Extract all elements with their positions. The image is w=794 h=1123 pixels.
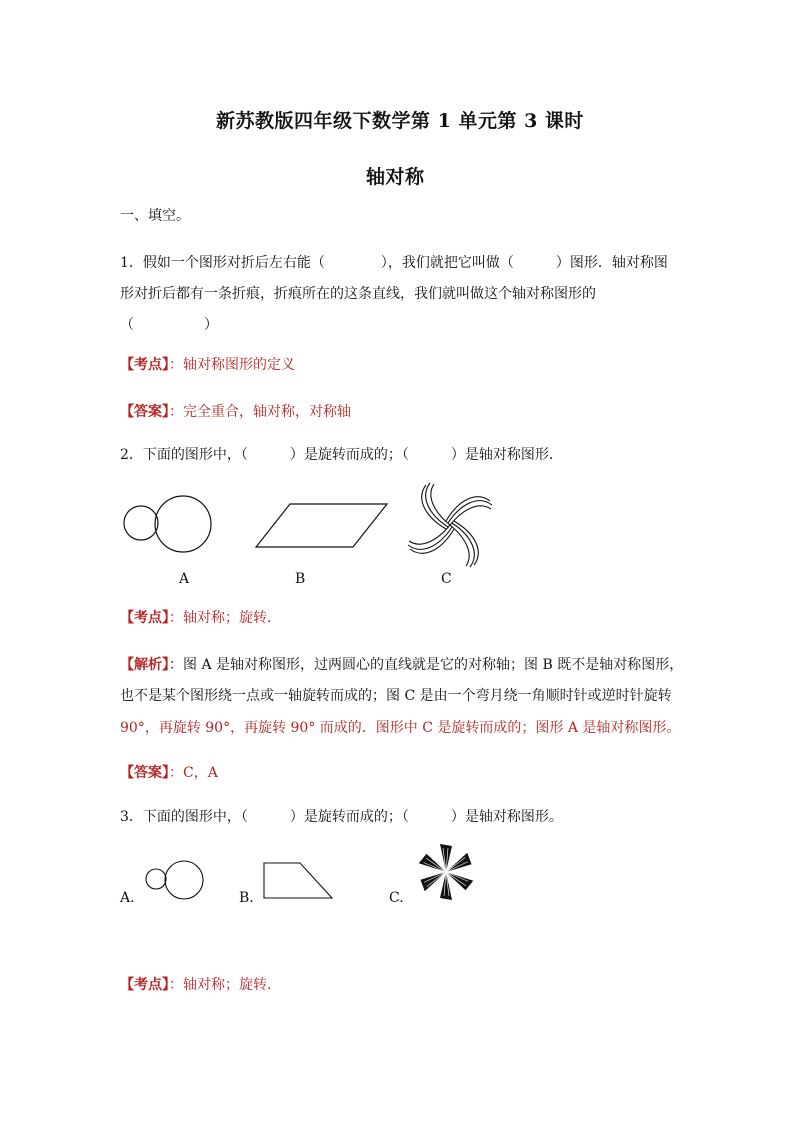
q2-label-c: C: [441, 571, 452, 587]
kaodian-tag: 【考点】: [120, 357, 169, 373]
q2-jiexi-line-3: 90°，再旋转 90°，再旋转 90° 而成的．图形中 C 是旋转而成的；图形 A 是轴对称图形。: [120, 720, 681, 736]
kaodian-tag: 【考点】: [120, 977, 169, 993]
q2-kaodian: [120, 610, 281, 626]
q3-line-1: 3．下面的图形中，（ ）是旋转而成的；（ ）是轴对称图形。: [120, 809, 563, 825]
q3-figure-a-two-circles: [143, 858, 207, 902]
q2-figure-c-rotated-crescents: [404, 482, 496, 568]
answer-tag: 【答案】: [120, 765, 169, 781]
q2-jiexi-line-1: [120, 657, 683, 673]
kaodian-text: ：轴对称；旋转．: [169, 977, 281, 993]
q3-figure-b-trapezoid: [260, 860, 336, 902]
q2-figure-a-two-circles: [118, 492, 218, 562]
q1-line-1: 1．假如一个图形对折后左右能（ ），我们就把它叫做（ ）图形．轴对称图: [120, 255, 668, 271]
jiexi-text-1: ：图 A 是轴对称图形，过两圆心的直线就是它的对称轴；图 B 既不是轴对称图形，: [169, 657, 684, 673]
q2-figure-b-parallelogram: [252, 500, 392, 552]
q3-figure-c-rotated-star: [414, 842, 478, 902]
section-heading: 一、填空。: [120, 208, 190, 224]
kaodian-tag: 【考点】: [120, 610, 169, 626]
q2-answer: [120, 765, 218, 781]
q3-kaodian: [120, 977, 281, 993]
q3-label-a: A.: [120, 890, 135, 906]
answer-text: ：C，A: [169, 765, 218, 781]
kaodian-text: ：轴对称；旋转．: [169, 610, 281, 626]
q1-answer: [120, 404, 351, 420]
q1-line-2: 形对折后都有一条折痕，折痕所在的这条直线，我们就叫做这个轴对称图形的: [120, 286, 596, 302]
kaodian-text: ：轴对称图形的定义: [169, 357, 295, 373]
jiexi-tag: 【解析】: [120, 657, 169, 673]
q2-label-b: B: [295, 571, 306, 587]
q2-jiexi-line-2: 也不是某个图形绕一点或一轴旋转而成的；图 C 是由一个弯月绕一角顺时针或逆时针旋转: [120, 688, 672, 704]
answer-text: ：完全重合，轴对称，对称轴: [169, 404, 351, 420]
answer-tag: 【答案】: [120, 404, 169, 420]
page-title: 新苏教版四年级下数学第 1 单元第 3 课时: [216, 110, 584, 132]
q1-line-3: （ ）: [120, 317, 218, 333]
page-subtitle: 轴对称: [366, 166, 425, 188]
q2-label-a: A: [179, 571, 190, 587]
q2-line-1: 2．下面的图形中，（ ）是旋转而成的；（ ）是轴对称图形．: [120, 447, 563, 463]
q3-label-b: B.: [239, 890, 254, 906]
q3-label-c: C.: [389, 890, 404, 906]
q1-kaodian: [120, 357, 295, 373]
